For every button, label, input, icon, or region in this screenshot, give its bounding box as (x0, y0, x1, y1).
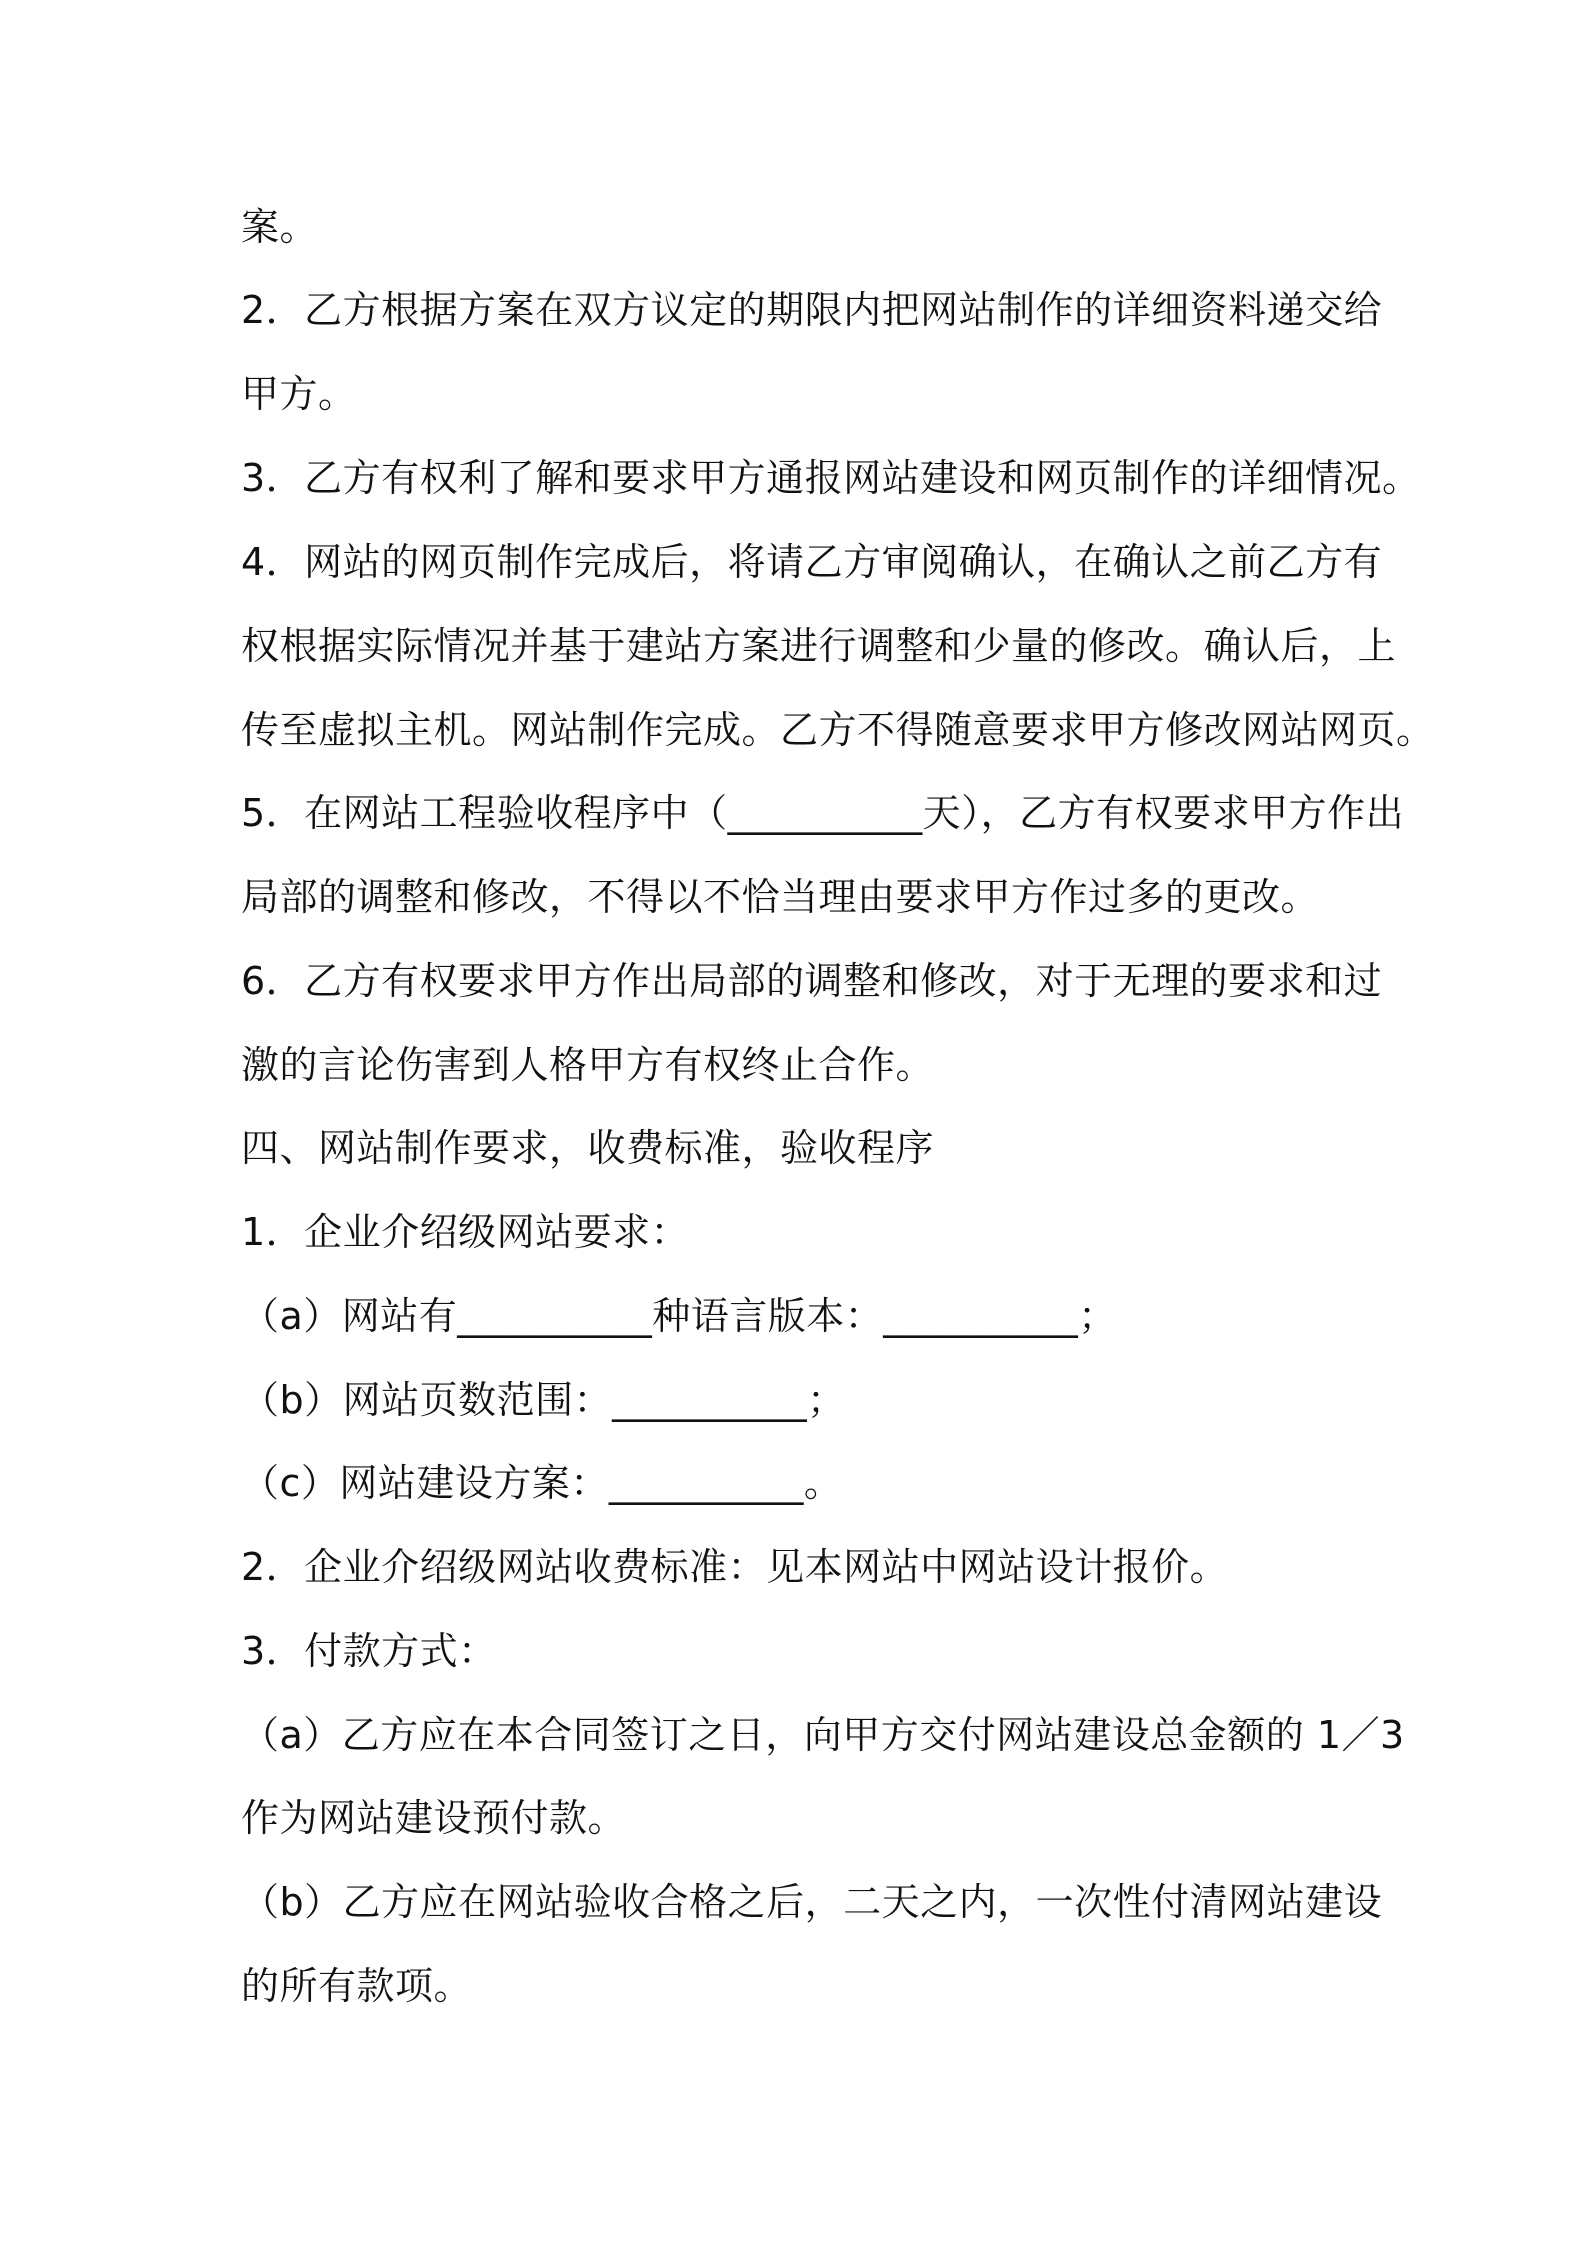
text-line-14: （a）网站有__________种语言版本：__________； (241, 1294, 1117, 1338)
text-line-9: 局部的调整和修改，不得以不恰当理由要求甲方作过多的更改。 (241, 875, 1320, 919)
text-line-21: （b）乙方应在网站验收合格之后，二天之内，一次性付清网站建设 (241, 1880, 1383, 1924)
text-line-3: 甲方。 (241, 372, 357, 416)
text-line-20: 作为网站建设预付款。 (241, 1796, 627, 1840)
text-line-4: 3．乙方有权利了解和要求甲方通报网站建设和网页制作的详细情况。 (241, 456, 1421, 500)
text-line-15: （b）网站页数范围：__________； (241, 1378, 846, 1422)
text-line-6: 权根据实际情况并基于建站方案进行调整和少量的修改。确认后，上 (241, 624, 1397, 668)
text-line-11: 激的言论伤害到人格甲方有权终止合作。 (241, 1043, 935, 1087)
text-line-19: （a）乙方应在本合同签订之日，向甲方交付网站建设总金额的 1／3 (241, 1713, 1405, 1757)
text-line-10: 6．乙方有权要求甲方作出局部的调整和修改，对于无理的要求和过 (241, 959, 1383, 1003)
text-line-18: 3．付款方式： (241, 1629, 497, 1673)
text-line-22: 的所有款项。 (241, 1964, 473, 2008)
section-heading: 四、网站制作要求，收费标准，验收程序 (241, 1126, 935, 1170)
text-line-7: 传至虚拟主机。网站制作完成。乙方不得随意要求甲方修改网站网页。 (241, 708, 1435, 752)
text-line-17: 2．企业介绍级网站收费标准：见本网站中网站设计报价。 (241, 1545, 1229, 1589)
text-line-16: （c）网站建设方案：__________。 (241, 1461, 843, 1505)
text-line-2: 2．乙方根据方案在双方议定的期限内把网站制作的详细资料递交给 (241, 288, 1383, 332)
text-line-13: 1．企业介绍级网站要求： (241, 1210, 690, 1254)
text-line-5: 4．网站的网页制作完成后，将请乙方审阅确认，在确认之前乙方有 (241, 540, 1383, 584)
text-line-8: 5．在网站工程验收程序中（__________天），乙方有权要求甲方作出 (241, 791, 1405, 835)
text-line-1: 案。 (241, 205, 319, 249)
